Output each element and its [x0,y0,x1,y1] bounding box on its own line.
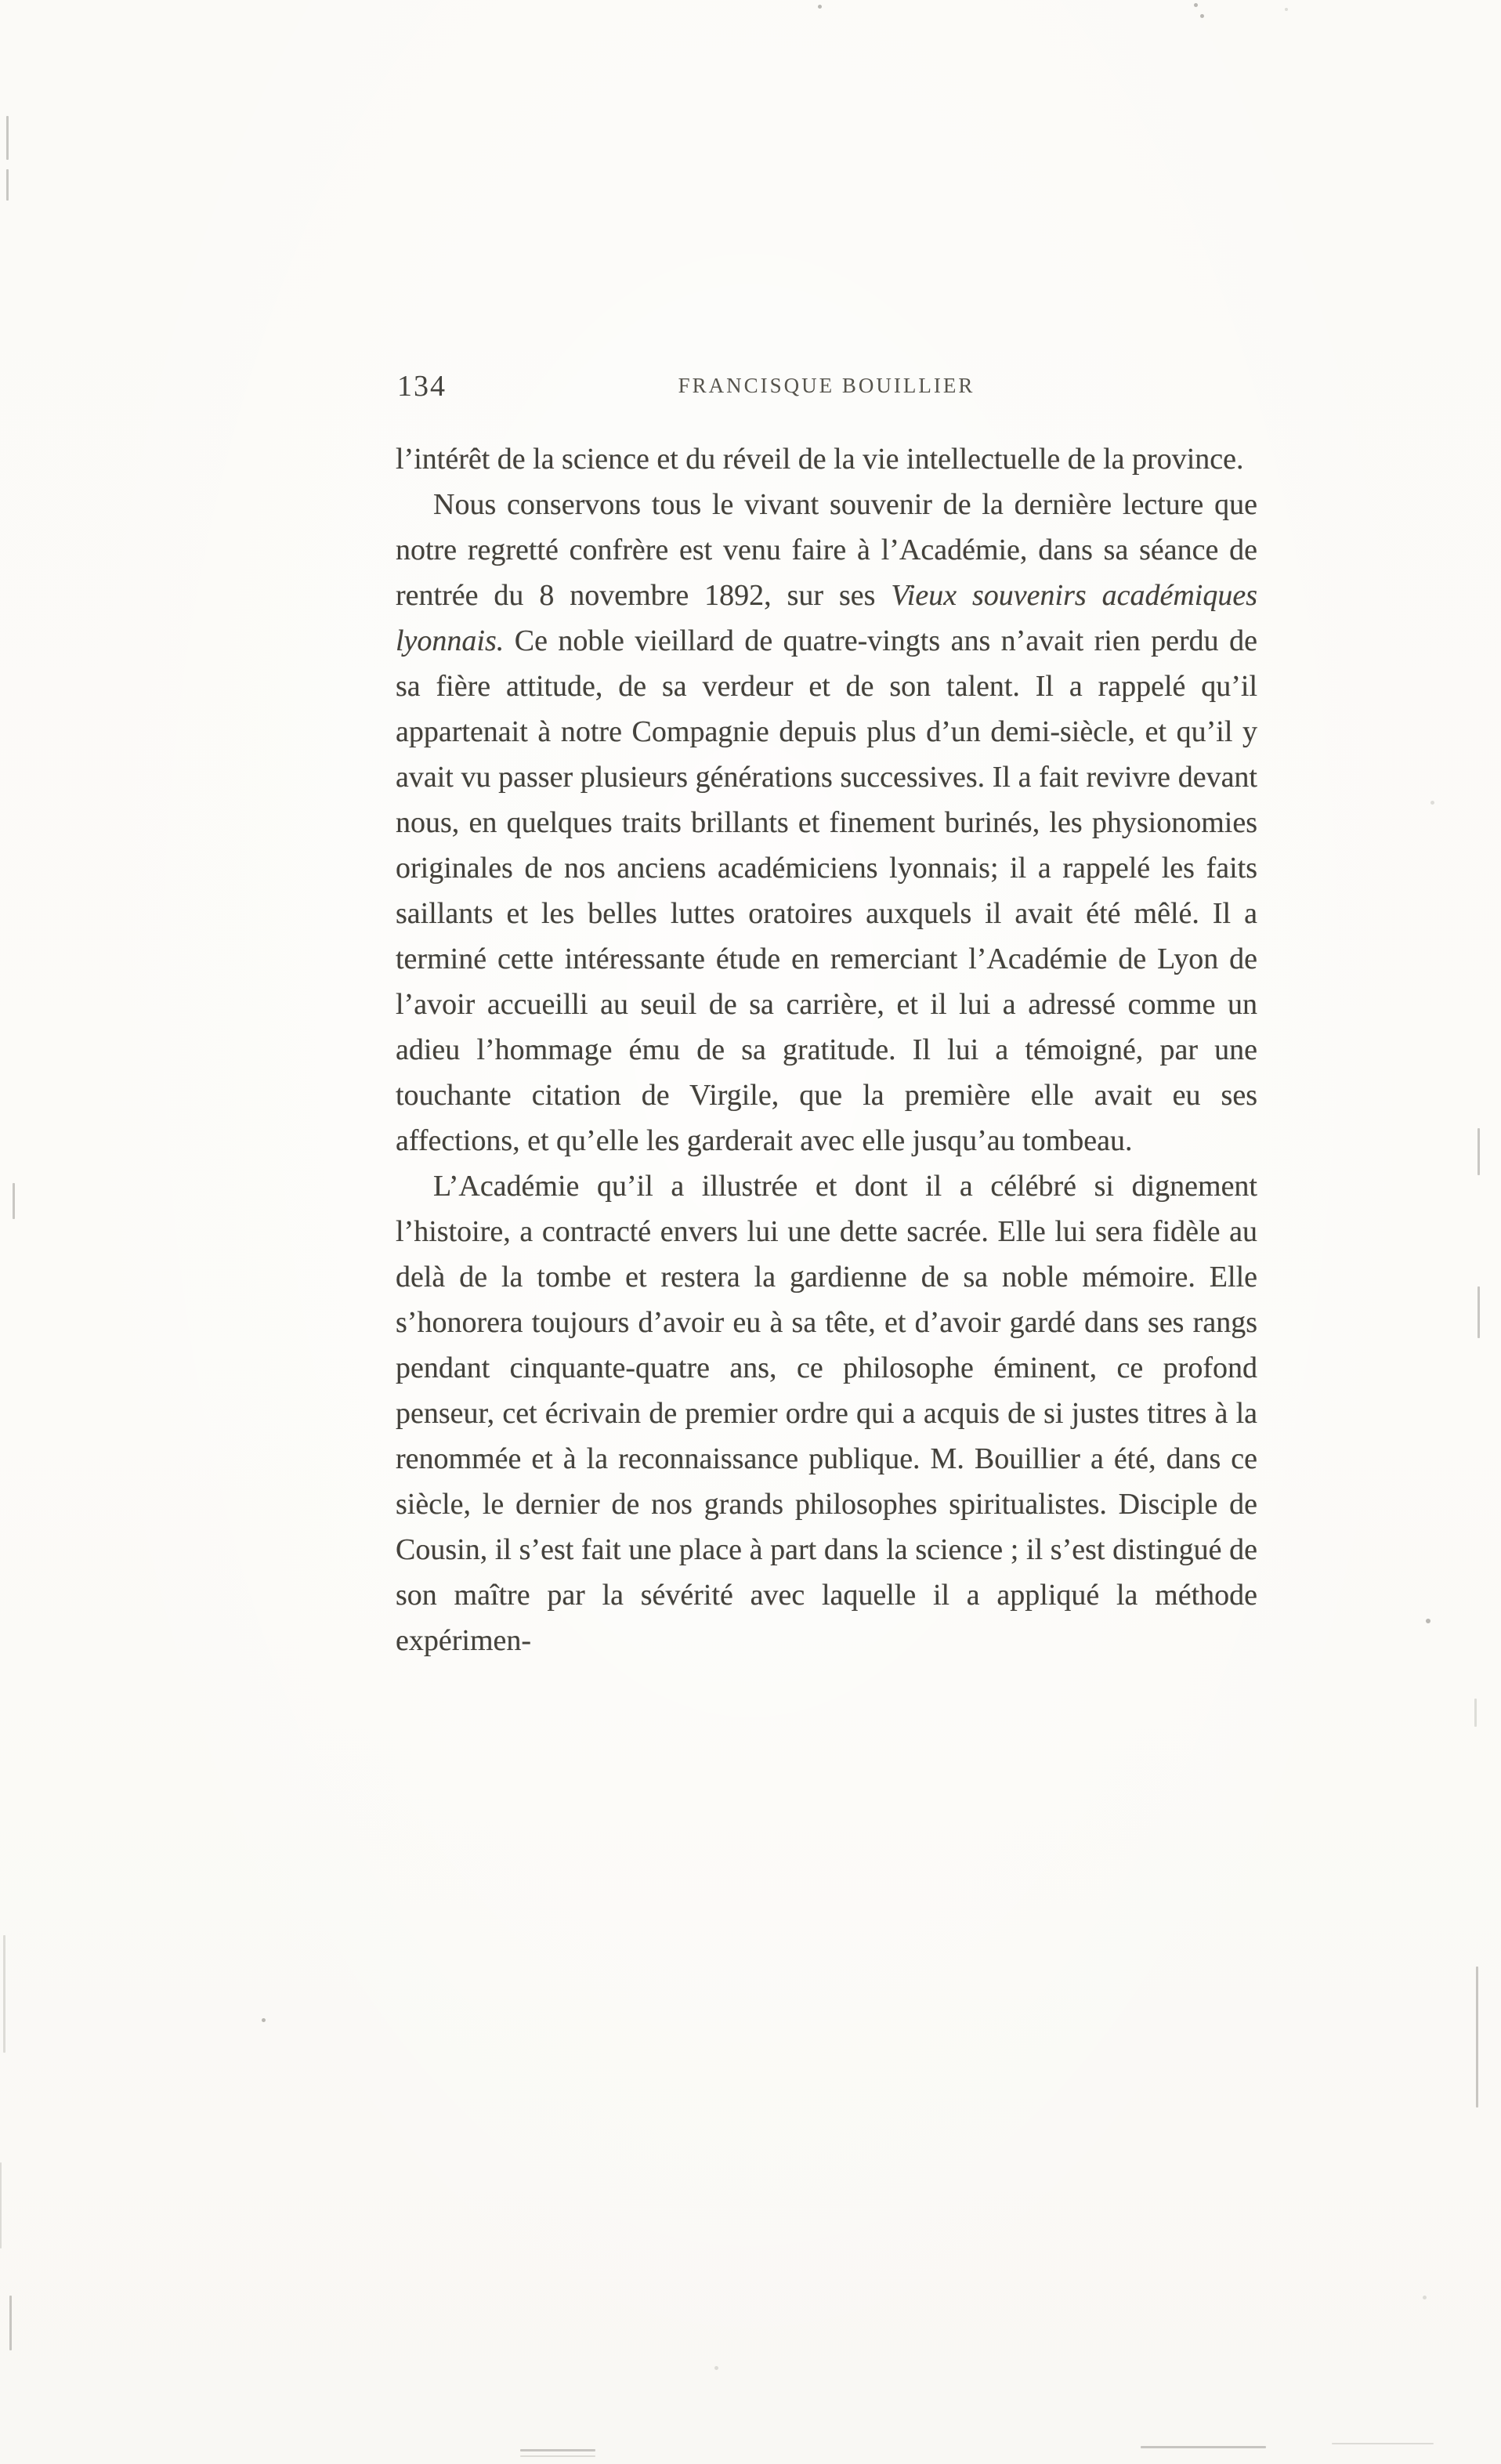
text-segment: Ce noble vieillard de quatre-vingts ans n’avait rien perdu de sa fière attitude, de sa verdeur et de son talent. Il a rappelé qu’il appartenait à notre Compagnie depuis plus d’un demi-siècle, et qu’il y avait vu passer plusieurs générations successives. Il a fait revivre devant nous, en quelques traits brillants et finement burinés, les physionomies originales de nos anciens académiciens lyonnais; il a rappelé les faits saillants et les belles luttes oratoires auxquels il avait été mêlé. Il a terminé cette intéressante étude en remerciant l’Académie de Lyon de l’avoir accueilli au seuil de sa carrière, et il lui a adressé comme un adieu l’hommage ému de sa gratitude. Il lui a témoigné, par une touchante citation de Virgile, que la première elle avait eu ses affections, et qu’elle les garderait avec elle jusqu’au tombeau. [396,624,1257,1157]
text-segment: L’Académie qu’il a illustrée et dont il a célébré si dignement l’histoire, a contracté envers lui une dette sacrée. Elle lui sera fidèle au delà de la tombe et restera la gardienne de sa noble mémoire. Elle s’honorera toujours d’avoir eu à sa tête, et d’avoir gardé dans ses rangs pendant cinquante-quatre ans, ce philosophe éminent, ce profond penseur, cet écrivain de premier ordre qui a acquis de si justes titres à la renommée et à la reconnaissance publique. M. Bouillier a été, dans ce siècle, le dernier de nos grands philosophes spiritualistes. Disciple de Cousin, il s’est fait une place à part dans la science ; il s’est distingué de son maître par la sévérité avec laquelle il a appliqué la méthode expérimen- [396,1170,1257,1657]
scan-speck [1285,8,1288,11]
scan-mark [9,2296,12,2350]
scan-speck [1430,801,1434,805]
paragraph [396,436,1257,482]
page-number: 134 [397,370,447,403]
paragraph [396,482,1257,1163]
text-segment: Nous conservons tous le vivant souvenir de la dernière lecture que notre regretté confrère est venu faire à l’Académie, dans sa séance de rentrée du 8 novembre 1892, sur ses [396,488,1257,612]
scan-mark [0,2162,2,2249]
scan-mark [1332,2443,1434,2444]
scan-mark [3,1935,5,2053]
scan-mark [6,169,9,201]
scan-speck [1423,2296,1427,2299]
paragraph [396,1163,1257,1663]
scan-mark [1477,1286,1480,1338]
scan-mark [1476,1966,1478,2108]
running-header: FRANCISQUE BOUILLIER [678,374,975,397]
scan-speck [1200,14,1204,18]
scan-speck [262,2018,266,2022]
scan-mark [1477,1128,1480,1175]
scan-speck [714,2366,718,2370]
scan-mark [520,2449,595,2451]
scan-mark [520,2455,595,2457]
scan-speck [1194,3,1198,7]
italic-text-segment: Vieux souvenirs académiques lyonnais. [396,579,1257,657]
scan-speck [818,5,822,9]
page-header [396,364,1257,411]
text-block [396,364,1257,1663]
scan-speck [1426,1619,1430,1623]
scan-mark [13,1183,15,1219]
page-text [396,436,1257,1663]
scan-mark [6,116,9,160]
text-segment: l’intérêt de la science et du réveil de la vie intellectuelle de la province. [396,443,1244,476]
scan-mark [1141,2446,1266,2448]
scan-mark [1474,1699,1477,1727]
